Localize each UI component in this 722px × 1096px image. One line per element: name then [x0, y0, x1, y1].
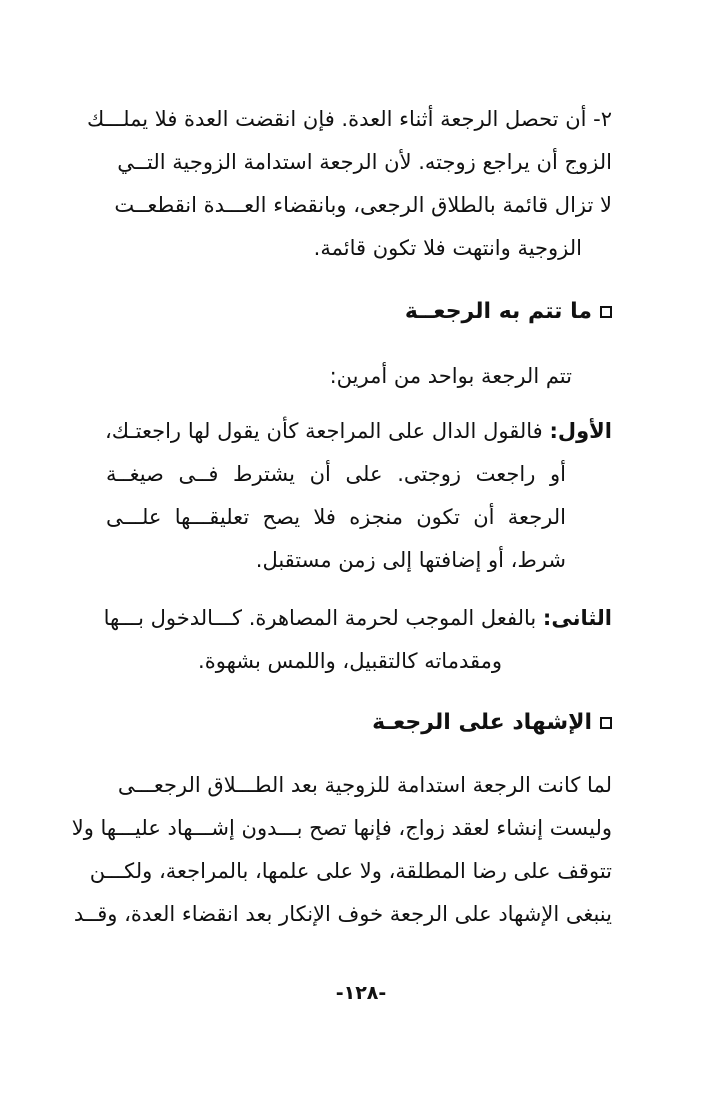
- first-line-1: [105, 416, 612, 446]
- intro-line: تتم الرجعة بواحد من أمرين:: [329, 364, 572, 388]
- page-number: -١٢٨-: [335, 982, 387, 1004]
- item2-line-2: الزوج أن يراجع زوجته. لأن الرجعة استدامة الزوجية التــي: [117, 150, 612, 174]
- second-text-1: بالفعل الموجب لحرمة المصاهرة. كـــالدخول بـــها: [103, 606, 537, 630]
- section-heading-ma-tatim: [405, 297, 612, 327]
- first-line-2: أو راجعت زوجتى. على أن يشترط فــى صيغــة: [106, 462, 566, 486]
- section-title: الإشهاد على الرجعـة: [372, 710, 592, 735]
- ishhad-line-2: وليست إنشاء لعقد زواج، فإنها تصح بـــدون إشـــهاد عليـــها ولا: [71, 816, 612, 840]
- ishhad-line-3: تتوقف على رضا المطلقة، ولا على علمها، بالمراجعة، ولكـــن: [89, 859, 612, 883]
- item2-line-3: لا تزال قائمة بالطلاق الرجعى، وبانقضاء العـــدة انقطعــت: [114, 193, 612, 217]
- square-bullet-icon: [600, 717, 612, 729]
- ishhad-line-4: ينبغى الإشهاد على الرجعة خوف الإنكار بعد انقضاء العدة، وقــد: [73, 902, 612, 926]
- first-text-1: فالقول الدال على المراجعة كأن يقول لها راجعتـك،: [105, 419, 543, 443]
- square-bullet-icon: [600, 306, 612, 318]
- second-label: الثانى:: [542, 606, 612, 630]
- second-line-2: ومقدماته كالتقبيل، واللمس بشهوة.: [198, 649, 502, 673]
- ishhad-line-1: لما كانت الرجعة استدامة للزوجية بعد الطـــلاق الرجعـــى: [117, 773, 612, 797]
- item2-line-4: الزوجية وانتهت فلا تكون قائمة.: [313, 236, 582, 260]
- item2-line-1: ٢- أن تحصل الرجعة أثناء العدة. فإن انقضت العدة فلا يملـــك: [87, 107, 612, 131]
- first-line-4: شرط، أو إضافتها إلى زمن مستقبل.: [255, 548, 566, 572]
- section-heading-ishhad: [372, 708, 612, 738]
- first-line-3: الرجعة أن تكون منجزه فلا يصح تعليقـــها علـــى: [106, 505, 566, 529]
- section-title: ما تتم به الرجعــة: [404, 299, 592, 324]
- first-label: الأول:: [549, 419, 612, 443]
- second-line-1: [105, 603, 612, 633]
